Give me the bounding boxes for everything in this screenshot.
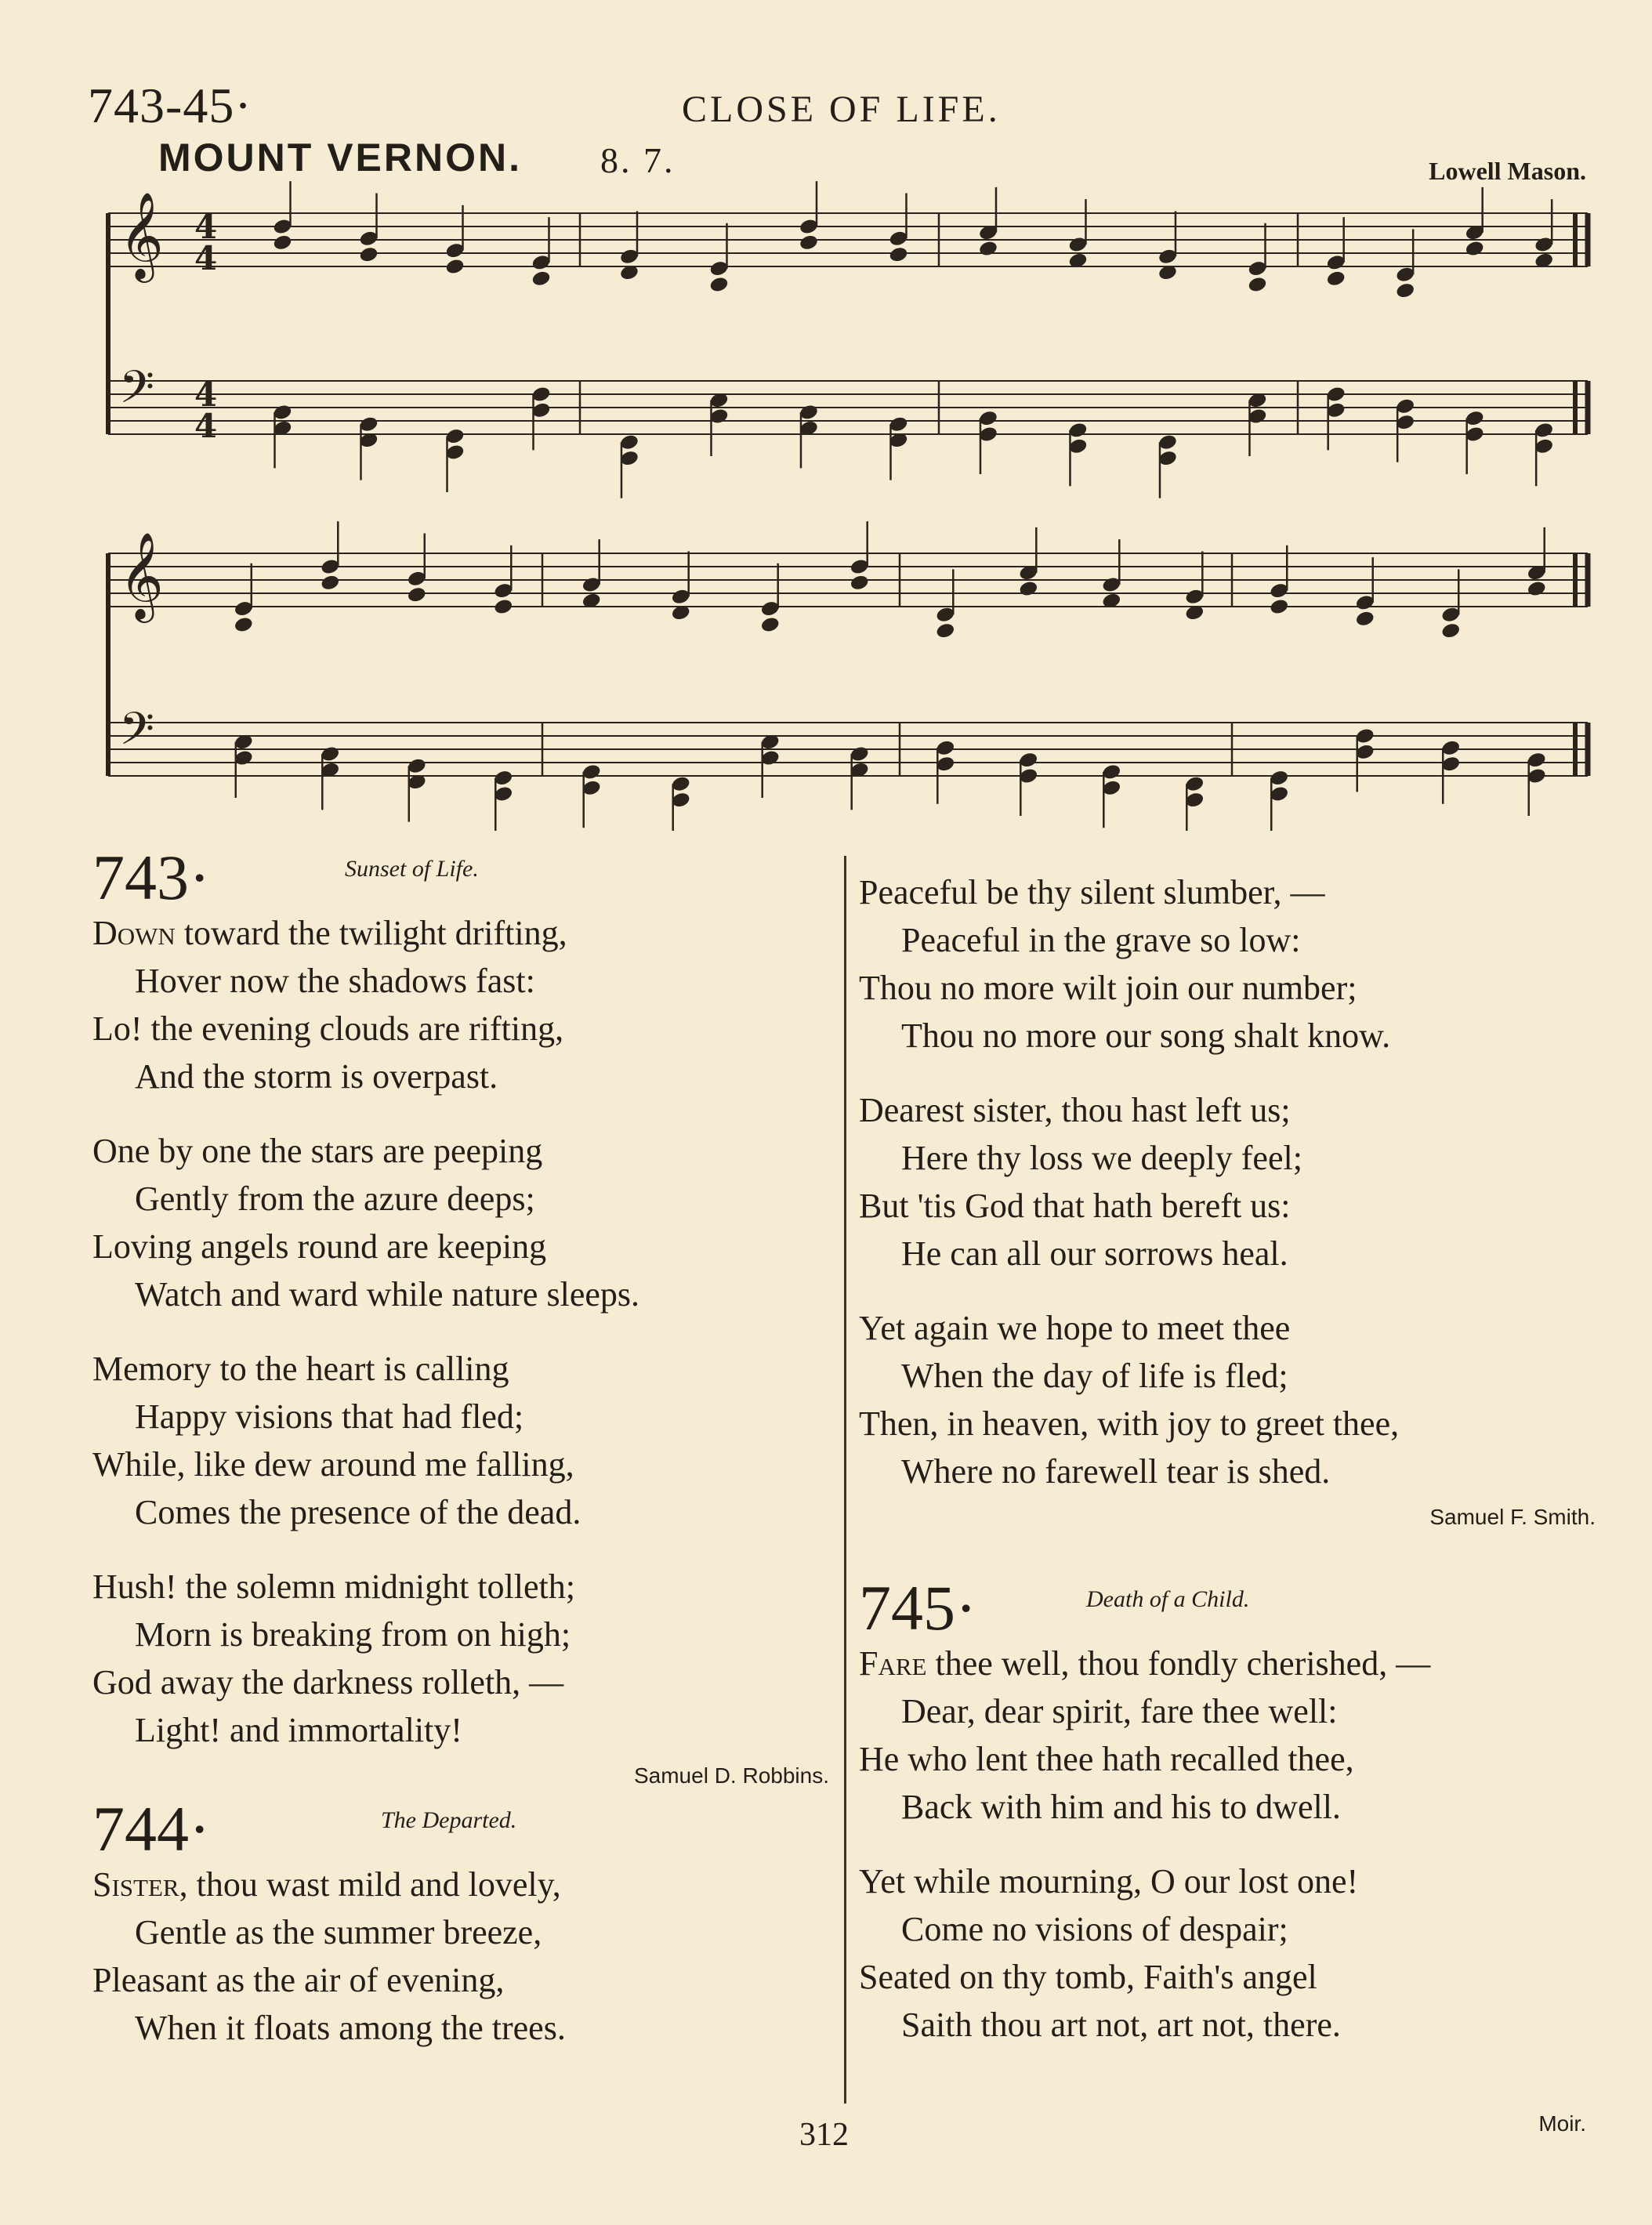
left-column: [92, 842, 829, 2078]
bass-clef: 𝄢: [119, 361, 155, 426]
verse-line: But 'tis God that hath bereft us:: [859, 1187, 1291, 1225]
verse-line: Down toward the twilight drifting,: [92, 914, 567, 952]
composer: Lowell Mason.: [1429, 157, 1586, 185]
verse-line: Where no farewell tear is shed.: [901, 1452, 1331, 1491]
meter: 8. 7.: [600, 140, 676, 180]
bass-clef: 𝄢: [119, 702, 155, 767]
hymn-range-number: 743-45·: [88, 78, 252, 133]
note-head: [760, 616, 781, 634]
tune-name: MOUNT VERNON.: [158, 136, 522, 179]
note-head: [1326, 270, 1346, 288]
hymn-author: Samuel D. Robbins.: [633, 1763, 829, 1788]
note-head: [850, 574, 870, 592]
stanza: [92, 1345, 829, 1536]
page-number: 312: [799, 2117, 849, 2153]
verse-line: He who lent thee hath recalled thee,: [859, 1740, 1354, 1778]
verse-line: Thou no more wilt join our number;: [859, 969, 1357, 1007]
time-signature-bottom: 4: [194, 239, 218, 277]
note-head: [493, 598, 513, 616]
note-head: [1018, 580, 1038, 598]
note-head: [407, 585, 427, 603]
note-head: [1395, 281, 1415, 299]
note-head: [935, 621, 955, 640]
verse-line: God away the darkness rolleth, —: [92, 1663, 564, 1701]
hymn-heading: [859, 1572, 1596, 1643]
verse-line: Dearest sister, thou hast left us;: [859, 1091, 1291, 1129]
stanzas: [859, 868, 1596, 1495]
verse-line: He can all our sorrows heal.: [901, 1234, 1288, 1273]
note-head: [708, 276, 729, 294]
verse-line: Watch and ward while nature sleeps.: [135, 1275, 639, 1314]
verse-line: Seated on thy tomb, Faith's angel: [859, 1958, 1317, 1996]
note-head: [1465, 240, 1485, 258]
hymn-number: 743·: [92, 842, 211, 913]
verse-line: Fare thee well, thou fondly cherished, —: [859, 1644, 1431, 1683]
note-head: [1527, 580, 1547, 598]
column-divider: [844, 856, 846, 2104]
verse-line: Sister, thou wast mild and lovely,: [92, 1865, 561, 1904]
verse-line: Loving angels round are keeping: [92, 1227, 547, 1266]
verse-line: And the storm is overpast.: [135, 1057, 498, 1096]
hymn-number: 745·: [859, 1572, 977, 1643]
verse-line: Then, in heaven, with joy to greet thee,: [859, 1404, 1400, 1443]
verse-line: Gently from the azure deeps;: [135, 1180, 535, 1218]
note-head: [272, 234, 292, 252]
verse-line: One by one the stars are peeping: [92, 1132, 543, 1170]
note-head: [978, 240, 998, 258]
hymn-heading: [92, 1793, 829, 1864]
stanzas: [859, 1640, 1596, 2049]
verse-line: When it floats among the trees.: [135, 2009, 566, 2047]
note-head: [888, 245, 908, 263]
note-head: [1269, 598, 1289, 616]
note-head: [1355, 610, 1375, 628]
verse-line: Hush! the solemn midnight tolleth;: [92, 1567, 575, 1606]
music-score: [0, 0, 1652, 831]
stanza: [92, 1563, 829, 1754]
verse-line: Comes the presence of the dead.: [135, 1493, 581, 1531]
verse-line: Light! and immortality!: [135, 1711, 462, 1749]
time-signature-bottom: 4: [194, 407, 218, 445]
verse-line: Here thy loss we deeply feel;: [901, 1139, 1302, 1177]
note-head: [234, 616, 254, 634]
verse-line: Peaceful be thy silent slumber, —: [859, 873, 1325, 911]
verse-line: Peaceful in the grave so low:: [901, 921, 1301, 959]
hymn-744-continued: [859, 868, 1596, 1530]
hymn-heading: [92, 842, 829, 913]
hymn-number: 744·: [92, 1793, 211, 1864]
stanza: [92, 1127, 829, 1318]
verse-line: Yet while mourning, O our lost one!: [859, 1862, 1359, 1901]
verse-line: Hover now the shadows fast:: [135, 962, 535, 1000]
verse-line: Back with him and his to dwell.: [901, 1788, 1341, 1826]
stanza: [859, 1304, 1596, 1495]
verse-line: Thou no more our song shalt know.: [901, 1016, 1391, 1055]
stanzas: [92, 1861, 829, 2052]
verse-line: Morn is breaking from on high;: [135, 1615, 571, 1654]
stanza: [92, 1861, 829, 2052]
time-signature-top: 4: [194, 208, 218, 246]
hymn-745-author: Moir.: [1538, 2111, 1586, 2136]
treble-clef: 𝄞: [119, 531, 164, 620]
hymn-topic: Sunset of Life.: [345, 856, 479, 882]
hymn-745: [859, 1572, 1596, 2049]
verse-line: Dear, dear spirit, fare thee well:: [901, 1692, 1338, 1730]
verse-line: Come no visions of despair;: [901, 1910, 1288, 1948]
hymn-topic: The Departed.: [381, 1807, 517, 1833]
hymn-author: Samuel F. Smith.: [1429, 1505, 1596, 1529]
time-signature-top: 4: [194, 375, 218, 414]
verse-line: While, like dew around me falling,: [92, 1445, 574, 1484]
stanzas: [92, 909, 829, 1754]
section-title: CLOSE OF LIFE.: [682, 89, 1001, 130]
note-head: [799, 234, 819, 252]
verse-line: Pleasant as the air of evening,: [92, 1961, 505, 1999]
stanza: [859, 1640, 1596, 1831]
stanza: [859, 1086, 1596, 1277]
note-head: [1247, 276, 1267, 294]
verse-line: Saith thou art not, art not, there.: [901, 2006, 1341, 2044]
stanza: [859, 868, 1596, 1060]
hymn-744: [92, 1793, 829, 2052]
hymn-743: [92, 842, 829, 1788]
note-head: [1440, 621, 1461, 640]
note-head: [531, 270, 551, 288]
note-head: [320, 574, 340, 592]
stanza: [92, 909, 829, 1100]
note-head: [358, 245, 379, 263]
verse-line: Happy visions that had fled;: [135, 1397, 524, 1436]
stanza: [859, 1857, 1596, 2049]
right-column: [859, 868, 1596, 2075]
verse-line: Gentle as the summer breeze,: [135, 1913, 542, 1951]
verse-line: Memory to the heart is calling: [92, 1350, 509, 1388]
note-head: [444, 258, 465, 276]
verse-line: When the day of life is fled;: [901, 1357, 1288, 1395]
verse-line: Lo! the evening clouds are rifting,: [92, 1009, 564, 1048]
treble-clef: 𝄞: [119, 191, 164, 280]
hymn-topic: Death of a Child.: [1086, 1586, 1250, 1612]
verse-line: Yet again we hope to meet thee: [859, 1309, 1291, 1347]
